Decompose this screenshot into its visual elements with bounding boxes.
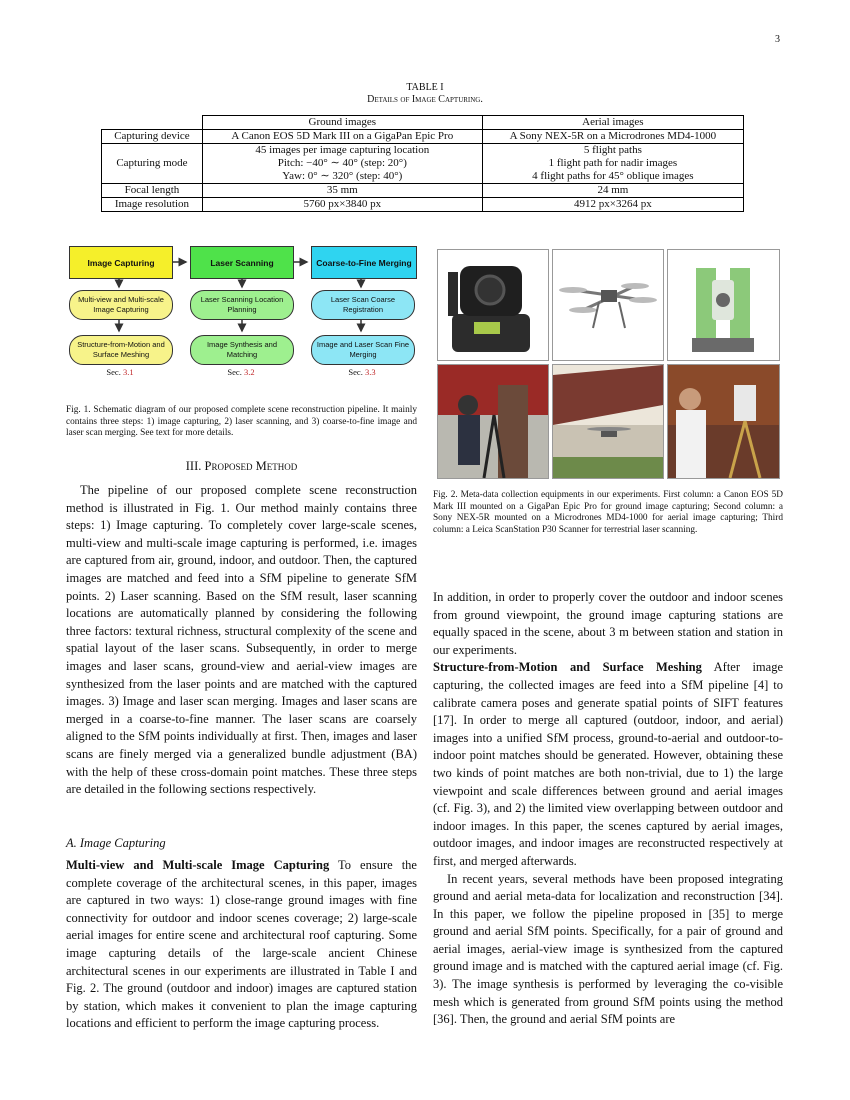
sfm-heading: Structure-from-Motion and Surface Meshing [433,660,702,675]
cell-line: 45 images per image capturing location [255,144,430,156]
cell-line: Pitch: −40° ∼ 40° (step: 20°) [277,157,407,169]
ground-capture-photo [437,364,549,479]
row-label: Focal length [102,184,203,198]
cell-aerial: 4912 px×3264 px [482,198,743,212]
section-title: Proposed Method [204,459,298,473]
mvms-heading: Multi-view and Multi-scale Image Capturing [66,858,330,872]
step-multiview-capturing: Multi-view and Multi-scale Image Capturing [69,290,173,320]
aerial-capture-photo [552,364,664,479]
cell-ground: 35 mm [202,184,482,198]
sfm-body: After image capturing, the collected images are feed into a SfM pipeline [4] to calibrate camera poses and generate spatial points of SIFT features [17]. In order to merge all captured (outdoor, indoor, and aerial) images into a unified SfM process, ground-to-aerial and outdoor-to-indoor point matches should be generated. However, obtaining these two kinds of point matches are both non-trivial, due to 1) the large viewpoint and scale differences between ground and aerial images (cf. Fig. 3), and 2) the limited view overlapping between outdoor and indoor images. In this paper, the scenes captured by aerial images, outdoor images, and indoor images are reconstructed respectively at first, and merged afterwards. [433,660,783,868]
person-tripod-icon [438,365,548,478]
sec-ref-3 [322,367,402,377]
sec-ref-1 [80,367,160,377]
sec-link[interactable]: 3.3 [364,367,376,377]
cell-line: Yaw: 0° ∼ 320° (step: 40°) [282,170,403,182]
cell-line: 4 flight paths for 45° oblique images [532,170,694,182]
details-table [101,115,744,212]
row-label: Capturing device [102,130,203,144]
subsection-heading: A. Image Capturing [66,836,166,850]
scanner-field-photo [667,364,780,479]
cell-aerial [482,144,743,184]
person-scanner-icon [668,365,779,478]
right-column [433,589,783,1029]
header-laser-scanning: Laser Scanning [190,246,294,279]
header-coarse-to-fine: Coarse-to-Fine Merging [311,246,417,279]
laser-scanner-icon [668,250,779,360]
left-column [66,482,417,799]
mvms-paragraph [66,857,417,1033]
cell-aerial: 24 mm [482,184,743,198]
sfm-paragraph [433,659,783,870]
sec-prefix: Sec. [348,367,363,377]
table-caption: Details of Image Capturing. [367,94,483,105]
row-label: Image resolution [102,198,203,212]
sec-prefix: Sec. [227,367,242,377]
step-coarse-registration: Laser Scan Coarse Registration [311,290,415,320]
fig1-caption: Fig. 1. Schematic diagram of our proposed complete scene reconstruction pipeline. It mainly contains three steps: 1) image capturing, 2) laser scanning, and 3) coarse-to-fine image and laser scan merging. See text for more details. [66,405,417,439]
row-label: Capturing mode [102,144,203,184]
mvms-body: To ensure the complete coverage of the architectural scenes, in this paper, images are captured in two ways: 1) close-range ground images with fine connectivity for outdoor and indoor scenes coverage; 2) large-scale aerial images for entire scene and architectural roof capturing. Some image capturing details of the large-scale ancient Chinese architectural scenes in our experiments are illustrated in Table I and Fig. 2. The ground (outdoor and indoor) images are captured station by station, which makes it convenient to plan the image capturing locations and efficient to perform the image capturing process. [66,858,417,1031]
sec-link[interactable]: 3.1 [122,367,134,377]
table-header-ground: Ground images [202,116,482,130]
section-number: III. [185,459,202,473]
section-heading [66,459,417,474]
section-intro: The pipeline of our proposed complete scene reconstruction method is illustrated in Fig. 1. Our method mainly contains three steps: 1) Image capturing. To completely cover large-scale scenes, multi-view and multi-scale image capturing is performed, i.e. images are captured from air, ground, indoor, and outdoor. Then, the captured images are matched and feed into a SfM pipeline to generate SfM points. 2) Laser scanning. Based on the SfM result, laser scanning locations are automatically planned by considering the following three factors: textural richness, structural complexity of the scene and spatial layout of the laser scans. Subsequently, in order to merge images and laser scans, ground-view and aerial-view images are synthesized from the laser points and are matched with the captured images. 3) Image and laser scan merging. Images and laser scans are merged in a coarse-to-fine manner. The laser scans are coarsely aligned to the SfM points individually at first. Then, images and laser scans are finely merged via a generalized bundle adjustment (BA) with the help of these cross-domain point matches. These three steps are detailed in the following sections respectively. [66,483,417,797]
equipment-photos [437,249,778,477]
gigapan-camera-icon [438,250,548,360]
table-row [102,198,744,212]
sec-ref-2 [201,367,281,377]
fig2-caption: Fig. 2. Meta-data collection equipments in our experiments. First column: a Canon EOS 5D Mark III mounted on a GigaPan Epic Pro for ground image capturing; Second column: a Sony NEX-5R mounted on a Microdrones MD4-1000 for aerial image capturing; Third column: a Leica ScanStation P30 Scanner for terrestrial laser scanning. [433,490,783,536]
cell-line: 1 flight path for nadir images [548,157,678,169]
temple-drone-icon [553,365,663,478]
cell-aerial: A Sony NEX-5R on a Microdrones MD4-1000 [482,130,743,144]
drone-photo [552,249,664,361]
sec-link[interactable]: 3.2 [243,367,255,377]
table-row [102,130,744,144]
pipeline-diagram [66,243,422,381]
header-image-capturing: Image Capturing [69,246,173,279]
cell-ground: A Canon EOS 5D Mark III on a GigaPan Epic Pro [202,130,482,144]
table-header-row [102,116,744,130]
sec-prefix: Sec. [106,367,121,377]
right-para-1: In addition, in order to properly cover the outdoor and indoor scenes from ground viewpoint, the ground image capturing stations are equally spaced in the scene, about 3 m between station and station in our experiments. [433,590,783,657]
cell-ground [202,144,482,184]
step-sfm-meshing: Structure-from-Motion and Surface Meshing [69,335,173,365]
table-label: TABLE I [406,82,444,93]
table-row [102,184,744,198]
right-para-3: In recent years, several methods have been proposed integrating ground and aerial meta-data for localization and reconstruction [34]. In this paper, we follow the pipeline proposed in [35] to merge ground and aerial SfM points. Specifically, for a pair of ground and aerial images, aerial-view image is synthesized from the captured ground image and is matched with the captured aerial image (cf. Fig. 3). The image synthesis is performed by leveraging the co-visible mesh which is generated from ground SfM points using the method [36]. Then, the ground and aerial SfM points are [433,871,783,1027]
step-location-planning: Laser Scanning Location Planning [190,290,294,320]
step-fine-merging: Image and Laser Scan Fine Merging [311,335,415,365]
drone-icon [553,250,663,360]
table-header-empty [102,116,203,130]
cell-ground: 5760 px×3840 px [202,198,482,212]
table-header-aerial: Aerial images [482,116,743,130]
laser-scanner-photo [667,249,780,361]
step-image-synthesis: Image Synthesis and Matching [190,335,294,365]
cell-line: 5 flight paths [583,144,642,156]
camera-mount-photo [437,249,549,361]
page-number: 3 [775,34,780,45]
table-row [102,144,744,184]
